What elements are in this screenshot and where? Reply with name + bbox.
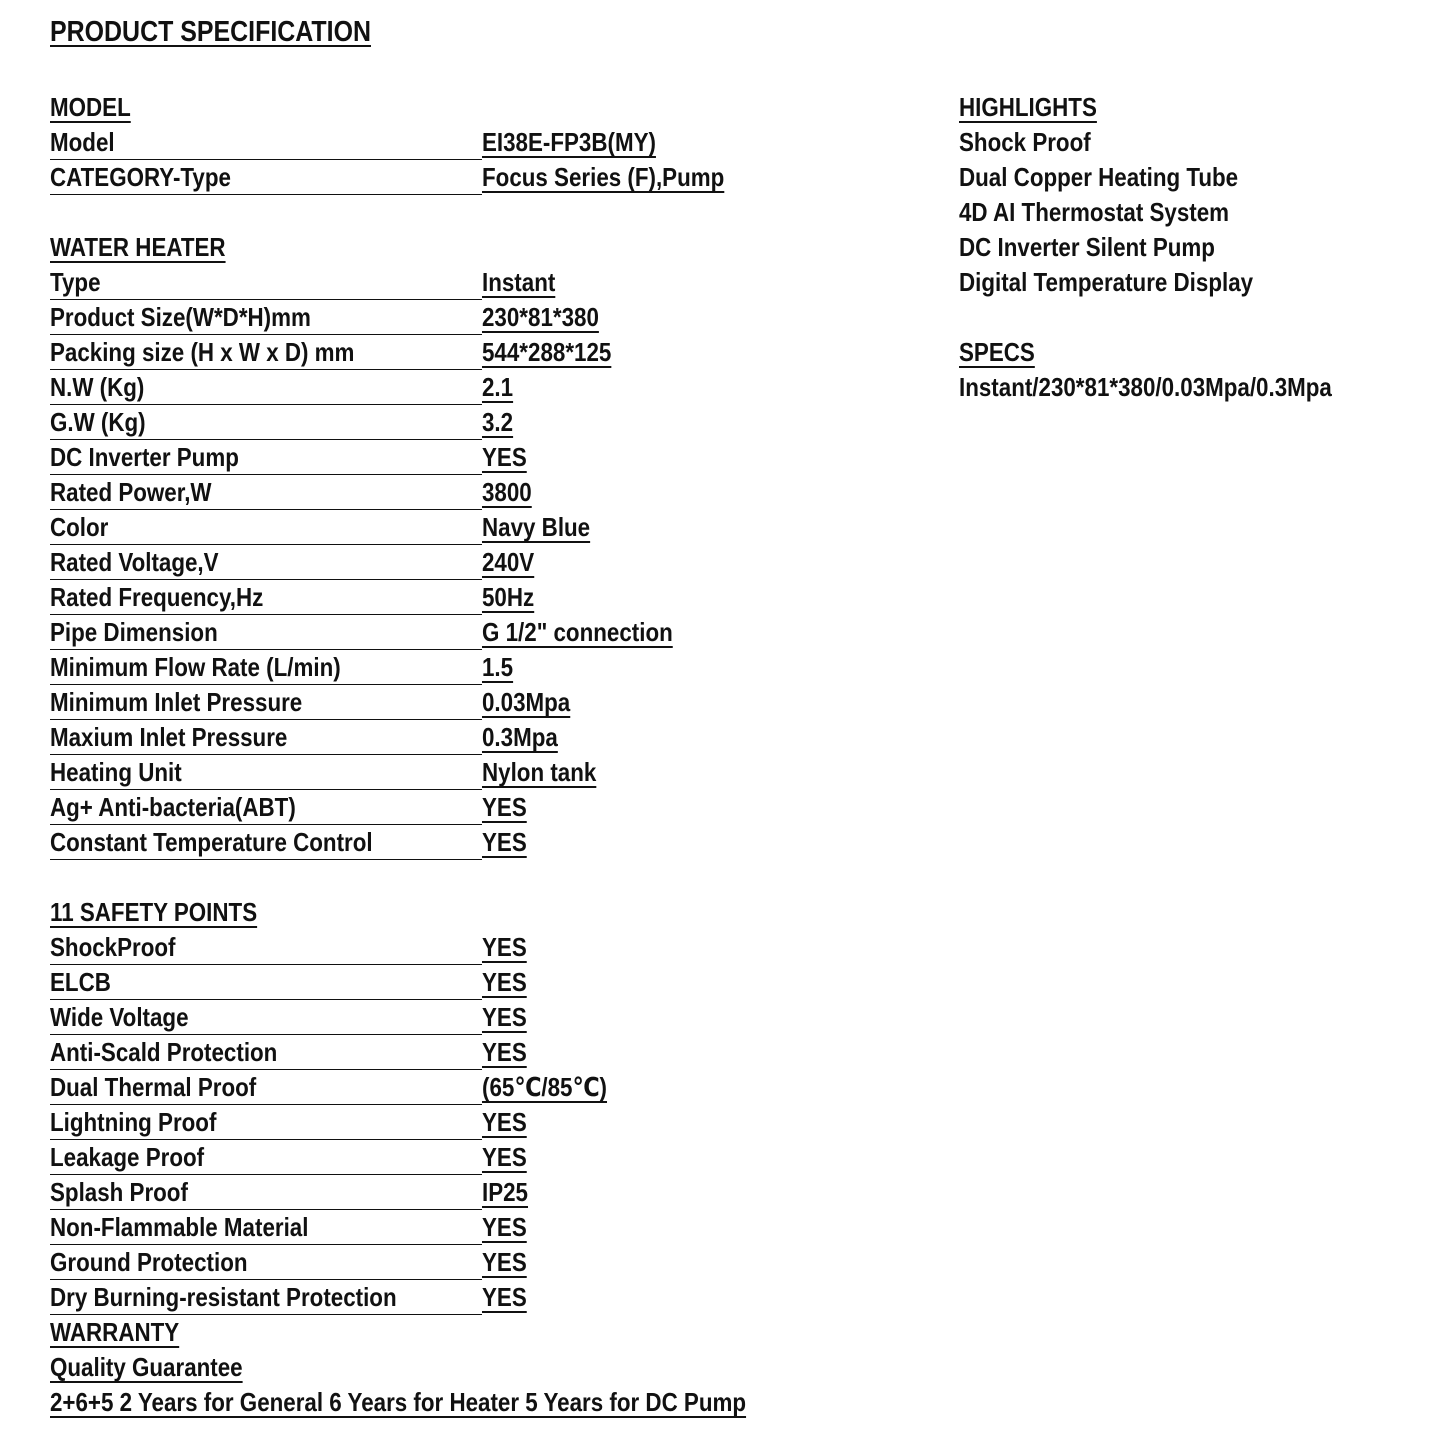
safety-heading-row: [50, 895, 830, 930]
highlight-text: Dual Copper Heating Tube: [959, 162, 1239, 192]
water-heater-heading: WATER HEATER: [50, 232, 226, 262]
highlight-item: [959, 195, 1419, 230]
spec-row: [50, 1140, 830, 1175]
spec-row: [50, 475, 830, 510]
spec-label-cell: [50, 440, 482, 475]
spec-label: Ag+ Anti-bacteria(ABT): [50, 792, 296, 822]
spec-row: [50, 405, 830, 440]
highlight-text: Shock Proof: [959, 127, 1091, 157]
spec-value: Focus Series (F),Pump: [482, 162, 725, 192]
spec-row: [50, 580, 830, 615]
spec-label-cell: [50, 930, 482, 965]
spec-value: YES: [482, 827, 527, 857]
spec-row: [50, 790, 830, 825]
spec-value: 230*81*380: [482, 302, 599, 332]
spec-label-cell: [50, 300, 482, 335]
water-heater-rows: [50, 265, 830, 860]
spec-label: ShockProof: [50, 932, 176, 962]
spec-value: Instant: [482, 267, 556, 297]
spec-label-cell: [50, 1070, 482, 1105]
spec-value: Nylon tank: [482, 757, 597, 787]
spec-value: 1.5: [482, 652, 514, 682]
spec-label: G.W (Kg): [50, 407, 146, 437]
spec-label-cell: [50, 545, 482, 580]
spec-label-cell: [50, 615, 482, 650]
spec-row: [50, 755, 830, 790]
spec-value: YES: [482, 932, 527, 962]
spec-label-cell: [50, 335, 482, 370]
spec-label-cell: [50, 685, 482, 720]
model-section-heading: MODEL: [50, 92, 131, 122]
spec-label: Color: [50, 512, 109, 542]
spec-value: EI38E-FP3B(MY): [482, 127, 656, 157]
model-section-heading-row: [50, 90, 830, 125]
model-section-rows: [50, 125, 830, 195]
warranty-text: 2+6+5 2 Years for General 6 Years for Heater 5 Years for DC Pump: [50, 1387, 747, 1417]
spec-row: [50, 1105, 830, 1140]
spec-value: 3.2: [482, 407, 514, 437]
spec-value: YES: [482, 442, 527, 472]
spec-value: Navy Blue: [482, 512, 591, 542]
spec-label: Lightning Proof: [50, 1107, 217, 1137]
highlight-text: 4D AI Thermostat System: [959, 197, 1230, 227]
spec-row: [50, 615, 830, 650]
spec-value: YES: [482, 1002, 527, 1032]
specs-heading-row: [959, 335, 1419, 370]
safety-rows: [50, 930, 830, 1315]
spec-row: [50, 1175, 830, 1210]
warranty-heading: WARRANTY: [50, 1317, 180, 1347]
spec-row: [50, 370, 830, 405]
spec-row: [50, 160, 830, 195]
spec-label: Wide Voltage: [50, 1002, 189, 1032]
warranty-subheading: Quality Guarantee: [50, 1352, 243, 1382]
spec-value: IP25: [482, 1177, 529, 1207]
spec-row: [50, 685, 830, 720]
spec-label-cell: [50, 1175, 482, 1210]
spec-label: Pipe Dimension: [50, 617, 218, 647]
specs-text: Instant/230*81*380/0.03Mpa/0.3Mpa: [959, 372, 1332, 402]
spec-label: DC Inverter Pump: [50, 442, 239, 472]
highlights-panel: [959, 90, 1419, 405]
spec-label-cell: [50, 1140, 482, 1175]
spec-label: Constant Temperature Control: [50, 827, 373, 857]
spec-label-cell: [50, 265, 482, 300]
spec-label: Minimum Flow Rate (L/min): [50, 652, 341, 682]
spec-value: YES: [482, 1247, 527, 1277]
spec-label: Model: [50, 127, 115, 157]
spec-label: Non-Flammable Material: [50, 1212, 309, 1242]
spec-value: 544*288*125: [482, 337, 612, 367]
highlights-heading: HIGHLIGHTS: [959, 92, 1097, 122]
spec-value: YES: [482, 967, 527, 997]
specs-text-row: [959, 370, 1419, 405]
highlight-item: [959, 230, 1419, 265]
warranty-heading-row: [50, 1315, 830, 1350]
spec-label-cell: [50, 825, 482, 860]
spec-value: 50Hz: [482, 582, 535, 612]
spec-label: Anti-Scald Protection: [50, 1037, 278, 1067]
safety-heading: 11 SAFETY POINTS: [50, 897, 258, 927]
spec-label-cell: [50, 720, 482, 755]
spec-value: (65℃/85℃): [482, 1072, 608, 1102]
spec-value: 2.1: [482, 372, 514, 402]
spec-label: Splash Proof: [50, 1177, 188, 1207]
spec-label-cell: [50, 965, 482, 1000]
spec-row: [50, 650, 830, 685]
water-heater-heading-row: [50, 230, 830, 265]
spec-value: G 1/2" connection: [482, 617, 673, 647]
spec-label: N.W (Kg): [50, 372, 145, 402]
spec-label: Heating Unit: [50, 757, 182, 787]
spec-label-cell: [50, 1210, 482, 1245]
spec-row: [50, 265, 830, 300]
spec-row: [50, 1000, 830, 1035]
spec-label-cell: [50, 160, 482, 195]
spec-value: YES: [482, 1107, 527, 1137]
section-spacer: [50, 195, 830, 230]
spec-table: [50, 90, 830, 1420]
spec-label-cell: [50, 1245, 482, 1280]
spec-label-cell: [50, 125, 482, 160]
spec-row: [50, 545, 830, 580]
spec-label-cell: [50, 755, 482, 790]
spec-row: [50, 930, 830, 965]
spec-row: [50, 335, 830, 370]
spec-label-cell: [50, 1000, 482, 1035]
spec-row: [50, 300, 830, 335]
spec-label-cell: [50, 510, 482, 545]
spec-label-cell: [50, 370, 482, 405]
spec-row: [50, 720, 830, 755]
spec-value: 0.03Mpa: [482, 687, 571, 717]
spec-label-cell: [50, 1280, 482, 1315]
spec-value: YES: [482, 792, 527, 822]
spec-value: YES: [482, 1282, 527, 1312]
highlight-item: [959, 265, 1419, 300]
spec-value: YES: [482, 1037, 527, 1067]
highlights-heading-row: [959, 90, 1419, 125]
spec-row: [50, 965, 830, 1000]
spec-label: Leakage Proof: [50, 1142, 205, 1172]
spec-row: [50, 1210, 830, 1245]
spec-label-cell: [50, 580, 482, 615]
highlight-text: Digital Temperature Display: [959, 267, 1254, 297]
spec-label: Ground Protection: [50, 1247, 248, 1277]
spec-label: Maxium Inlet Pressure: [50, 722, 288, 752]
spec-label: Rated Voltage,V: [50, 547, 219, 577]
highlight-item: [959, 125, 1419, 160]
spec-row: [50, 1035, 830, 1070]
spec-label: Type: [50, 267, 101, 297]
highlight-item: [959, 160, 1419, 195]
spec-label: ELCB: [50, 967, 111, 997]
page-title: PRODUCT SPECIFICATION: [50, 16, 371, 48]
spec-row: [50, 125, 830, 160]
specs-heading: SPECS: [959, 337, 1035, 367]
spec-label: Dry Burning-resistant Protection: [50, 1282, 397, 1312]
warranty-subheading-row: [50, 1350, 830, 1385]
highlight-text: DC Inverter Silent Pump: [959, 232, 1215, 262]
spec-row: [50, 1245, 830, 1280]
spec-label: Rated Power,W: [50, 477, 212, 507]
spec-label: Rated Frequency,Hz: [50, 582, 264, 612]
spec-row: [50, 510, 830, 545]
spec-label-cell: [50, 405, 482, 440]
spec-row: [50, 440, 830, 475]
warranty-text-row: [50, 1385, 830, 1420]
spec-row: [50, 825, 830, 860]
spec-label-cell: [50, 790, 482, 825]
spec-label: Product Size(W*D*H)mm: [50, 302, 311, 332]
spec-label-cell: [50, 475, 482, 510]
spec-value: 3800: [482, 477, 532, 507]
spec-value: 0.3Mpa: [482, 722, 558, 752]
spec-label-cell: [50, 1105, 482, 1140]
spec-value: YES: [482, 1212, 527, 1242]
spec-label: Packing size (H x W x D) mm: [50, 337, 355, 367]
section-spacer: [959, 300, 1419, 335]
section-spacer: [50, 860, 830, 895]
spec-row: [50, 1070, 830, 1105]
spec-label: Dual Thermal Proof: [50, 1072, 257, 1102]
spec-value: 240V: [482, 547, 535, 577]
spec-value: YES: [482, 1142, 527, 1172]
highlights-list: [959, 125, 1419, 300]
spec-label-cell: [50, 650, 482, 685]
spec-label-cell: [50, 1035, 482, 1070]
spec-label: Minimum Inlet Pressure: [50, 687, 303, 717]
spec-row: [50, 1280, 830, 1315]
spec-label: CATEGORY-Type: [50, 162, 231, 192]
